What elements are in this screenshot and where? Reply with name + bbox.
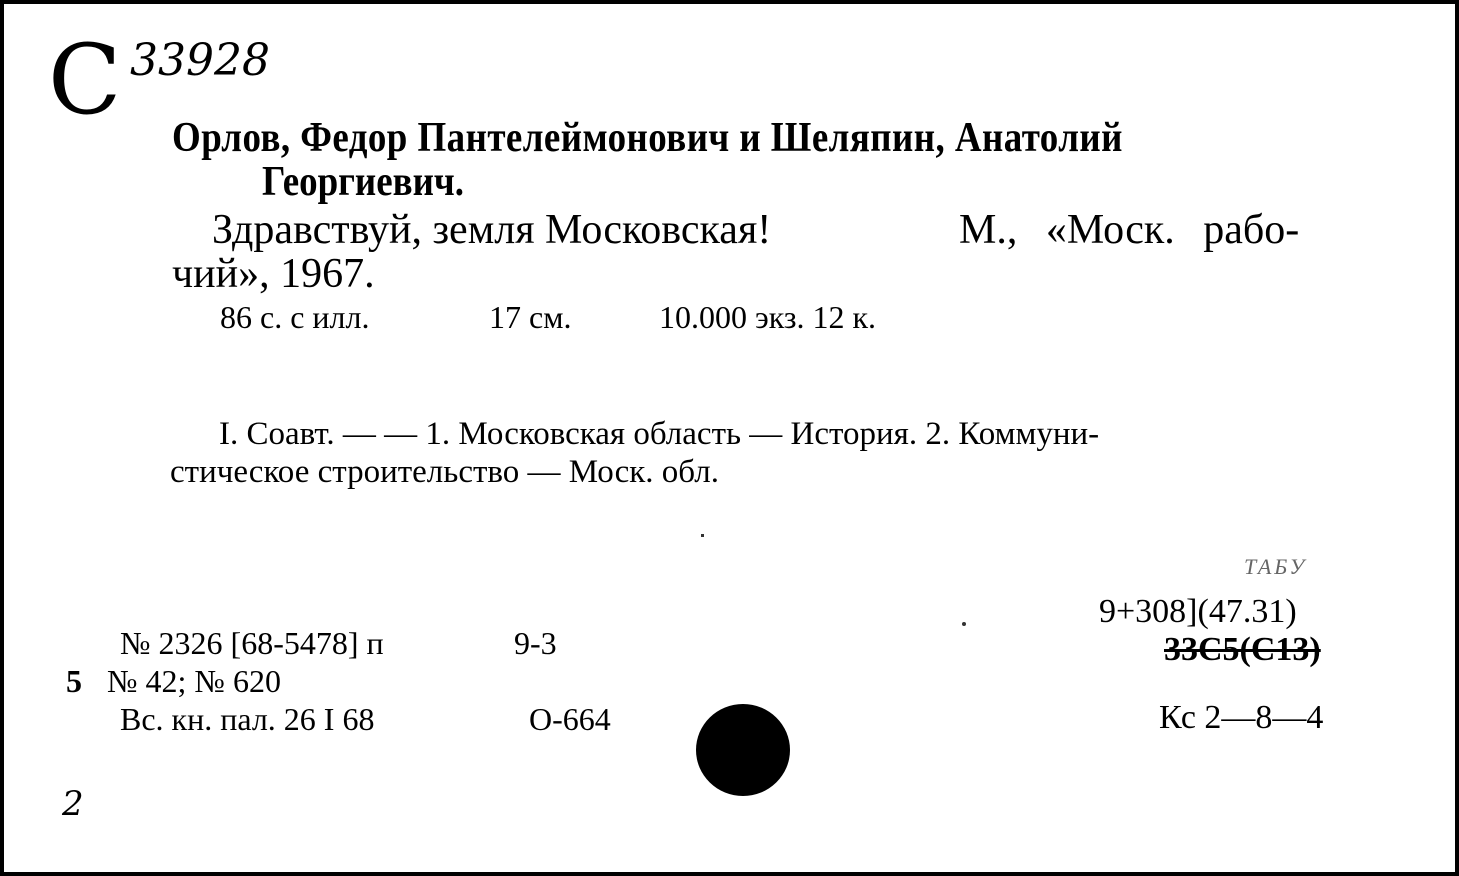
collation-pages: 86 с. с илл. xyxy=(220,299,370,335)
imprint-prefix: 5 xyxy=(66,663,82,699)
imprint-order: № 2326 [68-5478] п xyxy=(120,625,384,661)
classification-index-alt: 33С5(С13) xyxy=(1164,631,1321,668)
tracings: I. Соавт. — — 1. Московская область — История. 2. Коммуни- xyxy=(219,416,1100,452)
price-code: Кс 2—8—4 xyxy=(1159,699,1324,736)
imprint-chamber: Вс. кн. пал. 26 I 68 xyxy=(120,701,375,737)
accession-number: 33928 xyxy=(130,35,270,86)
imprint-numbers: № 42; № 620 xyxy=(107,663,281,699)
handwritten-mark: 2 xyxy=(62,784,84,824)
tracings-cont: стическое строительство — Моск. обл. xyxy=(170,454,719,490)
author-heading: Орлов, Федор Пантелеймонович и Шеляпин, Анатолий xyxy=(172,115,1123,161)
imprint-index: О-664 xyxy=(529,701,611,737)
shelf-letter: С xyxy=(48,24,122,136)
collation-print-run: 10.000 экз. 12 к. xyxy=(659,299,877,335)
collation-size: 17 см. xyxy=(489,299,572,335)
speck xyxy=(701,534,704,537)
publication-place: М., «Моск. рабо- xyxy=(959,207,1300,253)
stamp-mark: ТАБУ xyxy=(1244,554,1308,579)
publisher-year: чий», 1967. xyxy=(172,251,375,297)
imprint-code: 9-3 xyxy=(514,625,557,661)
author-heading-cont: Георгиевич. xyxy=(262,159,464,205)
speck xyxy=(962,622,966,626)
punch-hole xyxy=(696,704,790,796)
title-statement: Здравствуй, земля Московская! xyxy=(212,207,772,253)
classification-index: 9+308](47.31) xyxy=(1099,593,1297,630)
